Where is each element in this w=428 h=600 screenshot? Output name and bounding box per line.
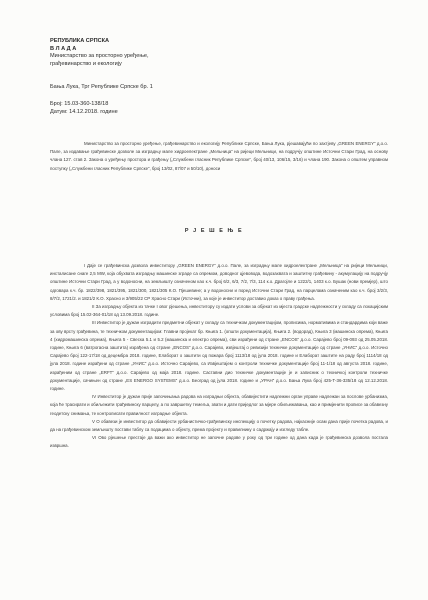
- header-ministry-line2: грађевинарство и екологију: [50, 60, 122, 67]
- header-date: Датум: 14.12.2018. године: [50, 108, 118, 115]
- intro-paragraph: Министарство за просторно уређење, грађевинарство и екологију Републике Српске, Бања Лука, рјешавајући по захтјеву „GREEN ENERGY” д.о.о. Пале, за издавање грађевинске дозволе за изградњу мале хидроелектране „Мельница” на ријеци Мельници, на подручју општине Источни Стари Град, на основу члана 127. став 2. Закона о уређењу простора и грађењу („Службени гласник Републике Српске”, број 40/13, 106/15, 3/16) и члана 190. Закона о општем управном поступку („Службени гласник Републике Српске”, број 13/02, 87/07 и 50/10), доноси: [50, 141, 388, 171]
- paragraph-v: V О обавези је инвеститор да обавијести урбанистичко-грађевинску инспекцију о почетку радова, најкасније осам дана прије почетка радова, и да на грађевинском земљишту постави таблу са подацима о објекту, према пројекту и правилнику о садржају и изгледу табле.: [50, 418, 388, 433]
- paragraph-iii: III Инвеститор је дужан изградити предметни објекат у складу са техничком документацијом, прописима, нормативима и стандардима који важе за ову врсту грађевина, те техничком документацијом: Главни пројекат бр. Књига 1. (општи документација), Књига 2. (водорад), Књига 3 (машинска опрема), Књига 4 (хидромашинска опрема), Књига 5 - Свеска 5.1 и 5.2 (машинска и електро опрема), сви израђени од стране „ENCOS” д.о.о. Сарајево број 09-093 од 25.05.2018. године, Књига 6 (ватрогасна заштита) израђена од стране „ENCOS” д.о.о. Сарајево, извјештај о ревизији техничке документације од стране „УНИС” д.о.о. Источно Сарајево број 122-17/18 од децембра 2018. године, Елаборат о заштити од пожара број 1113/18 од јула 2018. године и Елаборат заштите на раду број 1114/18 од јула 2018. године израђени од стране „УНИС” д.о.о. Источно Сарајево, са Извјештајем о контроли техничке документације број 11-1/18 од августа 2018. године, израђеним од стране „ERFT” д.о.о. Сарајево од маја 2018. године. Саставни дио техничке документације је и записник о техничкој контроли техничке документације, сачињен од стране „ES ENERGO SYSTEMS” д.о.о. Београд од јула 2018. године и „УРАН” д.о.о. Бања Лука број 425-Т-36-335/18 од 12.12.2018. године.: [50, 320, 388, 392]
- paragraph-i: I Даје се грађевинска дозвола инвеститору „GREEN ENERGY” д.о.о. Пале, за изградњу мале хидроелектране „Мельница” на ријеци Мельници, инсталисане снаге 2,5 MW, која обухвата изградњу машинске зграде са опремом, доводног цјевовода, водозахвата и заштитну грађевину - акумулацију на подручју општине Источни Стари Град, а у водоносни, на земљишту означеном као к.ч. број 6/2, 6/3, 7/2, 7/3, 114 к.о. Драгојле и 1222/1, 1403 к.о. Бушак (нови премјер), што одговара к.ч. бр. 1822/398, 1821/395, 1821/300, 1821/305 К.О. Пјешевине; а у водоносни и поред Источни Стари Град, на парцелама означеним као к.ч. број 3/2/3, 8/7/2, 1721/2. и 1821/2 К.О. Храсно и 3/905/22 СР Храсно Стари (Источни), за које је инвеститор доставио доказ о праву грађења.: [50, 263, 388, 301]
- paragraph-vi: VI Ово рјешење престаје да важи ако инвеститор не започне радове у року од три године од дана када је грађевинска дозвола постала извршна.: [50, 435, 388, 449]
- header-country: РЕПУБЛИКА СРПСКА: [50, 38, 110, 44]
- document-header: [50, 38, 270, 116]
- paragraph-iv: IV Инвеститор је дужан прије започињања радова на изградњи објекта, обавијестити надлежни орган управе надлежан за послове урбанизма, која ће трасирати и обиљежити грађевинску парцелу, а по завршетку темеља, звати и дати приједлог за мјере обиљежавања, као и примјенити прописе за обавезну геодетску снимања, те контролисати правилност изградње објекта.: [50, 394, 388, 416]
- document-title: Р Ј Е Ш Е Њ Е: [184, 228, 244, 234]
- header-reference-number: Број: 15.03-360-138/18: [50, 100, 109, 107]
- header-government: В Л А Д А: [50, 45, 77, 52]
- paragraph-ii: II За изградњу објекта из тачке I овог рјешења, инвеститору су издати услови за објекат из мјеста градске надлежности у складу са локацијским условима број 15.02-364-01/18 од 13.09.2018. године.: [50, 304, 388, 318]
- header-ministry-line1: Министарство за просторно уређење,: [50, 53, 149, 60]
- header-address: Бања Лука, Трг Републике Српске бр. 1: [50, 84, 153, 91]
- decision-body: [50, 262, 388, 451]
